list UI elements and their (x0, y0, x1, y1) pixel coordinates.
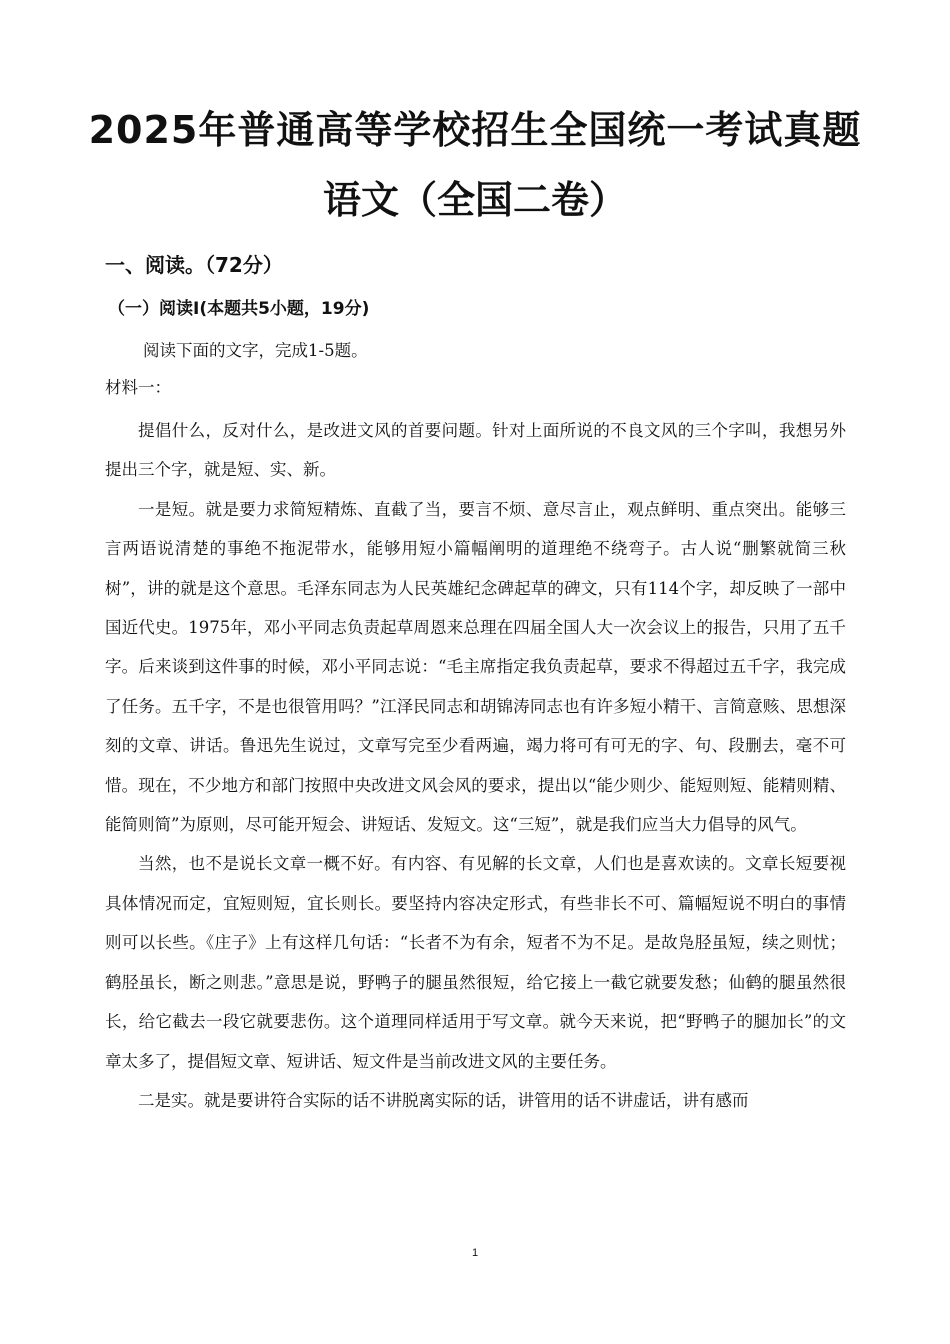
paragraph: 提倡什么，反对什么，是改进文风的首要问题。针对上面所说的不良文风的三个字叫，我想另外提出三个字，就是短、实、新。 (105, 421, 846, 480)
paragraph: 一是短。就是要力求简短精炼、直截了当，要言不烦、意尽言止，观点鲜明、重点突出。能够三言两语说清楚的事绝不拖泥带水，能够用短小篇幅阐明的道理绝不绕弯子。古人说“删繁就简三秋树”，讲的就是这个意思。毛泽东同志为人民英雄纪念碑起草的碑文，只有114个字，却反映了一部中国近代史。1975年，邓小平同志负责起草周恩来总理在四届全国人大一次会议上的报告，只用了五千字。后来谈到这件事的时候，邓小平同志说：“毛主席指定我负责起草，要求不得超过五千字，我完成了任务。五千字，不是也很管用吗？”江泽民同志和胡锦涛同志也有许多短小精干、言简意赅、思想深刻的文章、讲话。鲁迅先生说过，文章写完至少看两遍，竭力将可有可无的字、句、段删去，毫不可惜。现在，不少地方和部门按照中央改进文风会风的要求，提出以“能少则少、能短则短、能精则精、能简则简”为原则，尽可能开短会、讲短话、发短文。这“三短”，就是我们应当大力倡导的风气。 (105, 499, 846, 835)
subsection-heading: （一）阅读Ⅰ(本题共5小题，19分) (108, 299, 370, 319)
paragraph: 二是实。就是要讲符合实际的话不讲脱离实际的话，讲管用的话不讲虚话，讲有感而 (138, 1090, 749, 1110)
section-heading: 一、阅读。（72分） (105, 253, 283, 277)
exam-subtitle: 语文（全国二卷） (322, 178, 627, 222)
material-label: 材料一： (105, 378, 171, 397)
paragraph: 当然，也不是说长文章一概不好。有内容、有见解的长文章，人们也是喜欢读的。文章长短要视具体情况而定，宜短则短，宜长则长。要坚持内容决定形式，有些非长不可、篇幅短说不明白的事情则可以长些。《庄子》上有这样几句话：“长者不为有余，短者不为不足。是故凫胫虽短，续之则忧；鹤胫虽长，断之则悲。”意思是说，野鸭子的腿虽然很短，给它接上一截它就要发愁；仙鹤的腿虽然很长，给它截去一段它就要悲伤。这个道理同样适用于写文章。就今天来说，把“野鸭子的腿加长”的文章太多了，提倡短文章、短讲话、短文件是当前改进文风的主要任务。 (105, 854, 846, 1071)
page-number: 1 (471, 1247, 479, 1259)
reading-instruction: 阅读下面的文字，完成1-5题。 (143, 341, 368, 360)
passage-body (105, 411, 846, 1120)
exam-title: 2025年普通高等学校招生全国统一考试真题 (88, 108, 862, 152)
